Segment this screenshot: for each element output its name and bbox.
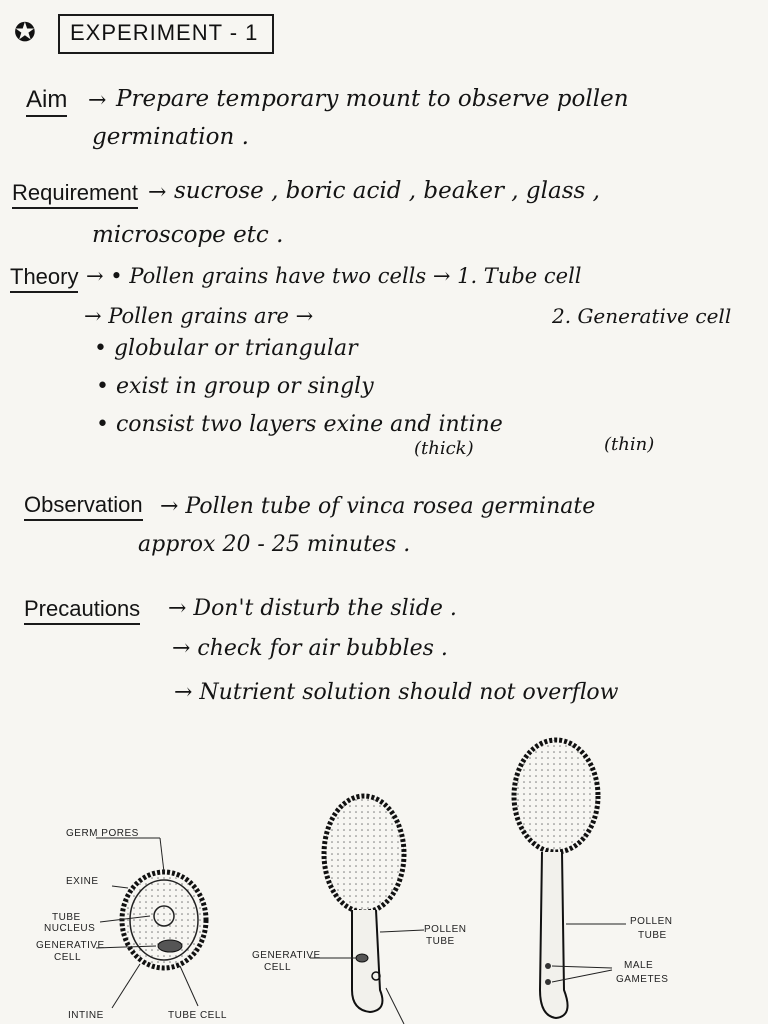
label-tube-nucleus-1: TUBE — [52, 912, 81, 923]
observation-line-2: approx 20 - 25 minutes . — [138, 532, 411, 557]
aim-arrow: → — [88, 88, 107, 113]
aim-line-1: Prepare temporary mount to observe pollen — [116, 86, 629, 112]
theory-label: Theory — [10, 264, 78, 293]
aim-line-2: germination . — [92, 124, 249, 150]
theory-line-1: → • Pollen grains have two cells → 1. Tube cell — [86, 264, 582, 288]
label-pollen-tube-c2: TUBE — [638, 930, 667, 941]
precaution-item-2: → check for air bubbles . — [172, 636, 448, 661]
label-pollen-tube-b1: POLLEN — [424, 924, 467, 935]
label-germ-pores: GERM PORES — [66, 828, 139, 839]
requirement-label: Requirement — [12, 180, 138, 209]
intine-note: (thin) — [604, 434, 655, 455]
label-generative-cell-b1: GENERATIVE — [252, 950, 321, 961]
label-generative-cell-2: CELL — [54, 952, 82, 963]
label-tube-cell: TUBE CELL — [168, 1010, 227, 1021]
star-icon: ✪ — [14, 18, 36, 48]
theory-bullet-1: • globular or triangular — [94, 336, 358, 361]
label-male-gametes-2: GAMETES — [616, 974, 669, 985]
exine-note: (thick) — [414, 438, 474, 459]
theory-line-2: → Pollen grains are → — [84, 304, 314, 328]
requirement-arrow: → — [148, 180, 167, 205]
theory-bullet-3: • consist two layers exine and intine — [96, 412, 503, 437]
label-generative-cell-1: GENERATIVE — [36, 940, 105, 951]
page-title: EXPERIMENT - 1 — [70, 20, 259, 45]
precaution-item-1: → Don't disturb the slide . — [168, 596, 457, 621]
requirement-line-2: microscope etc . — [92, 222, 284, 248]
observation-label: Observation — [24, 492, 143, 521]
generative-cell-shape — [158, 940, 182, 952]
requirement-line-1: sucrose , boric acid , beaker , glass , — [174, 178, 600, 204]
observation-line-1: → Pollen tube of vinca rosea germinate — [160, 494, 596, 519]
label-generative-cell-b2: CELL — [264, 962, 292, 973]
label-pollen-tube-c1: POLLEN — [630, 916, 673, 927]
pollen-tube-figure — [514, 740, 626, 1018]
germinating-pollen-figure — [310, 796, 424, 1024]
label-exine: EXINE — [66, 876, 99, 887]
precautions-label: Precautions — [24, 596, 140, 625]
theory-bullet-2: • exist in group or singly — [96, 374, 374, 399]
label-tube-nucleus-2: NUCLEUS — [44, 923, 96, 934]
pollen-grain-figure — [96, 838, 206, 1008]
label-intine: INTINE — [68, 1010, 104, 1021]
aim-label: Aim — [26, 86, 67, 117]
theory-line-2-right: 2. Generative cell — [552, 304, 732, 328]
label-male-gametes-1: MALE — [624, 960, 654, 971]
precaution-item-3: → Nutrient solution should not overflow — [174, 680, 619, 705]
label-pollen-tube-b2: TUBE — [426, 936, 455, 947]
